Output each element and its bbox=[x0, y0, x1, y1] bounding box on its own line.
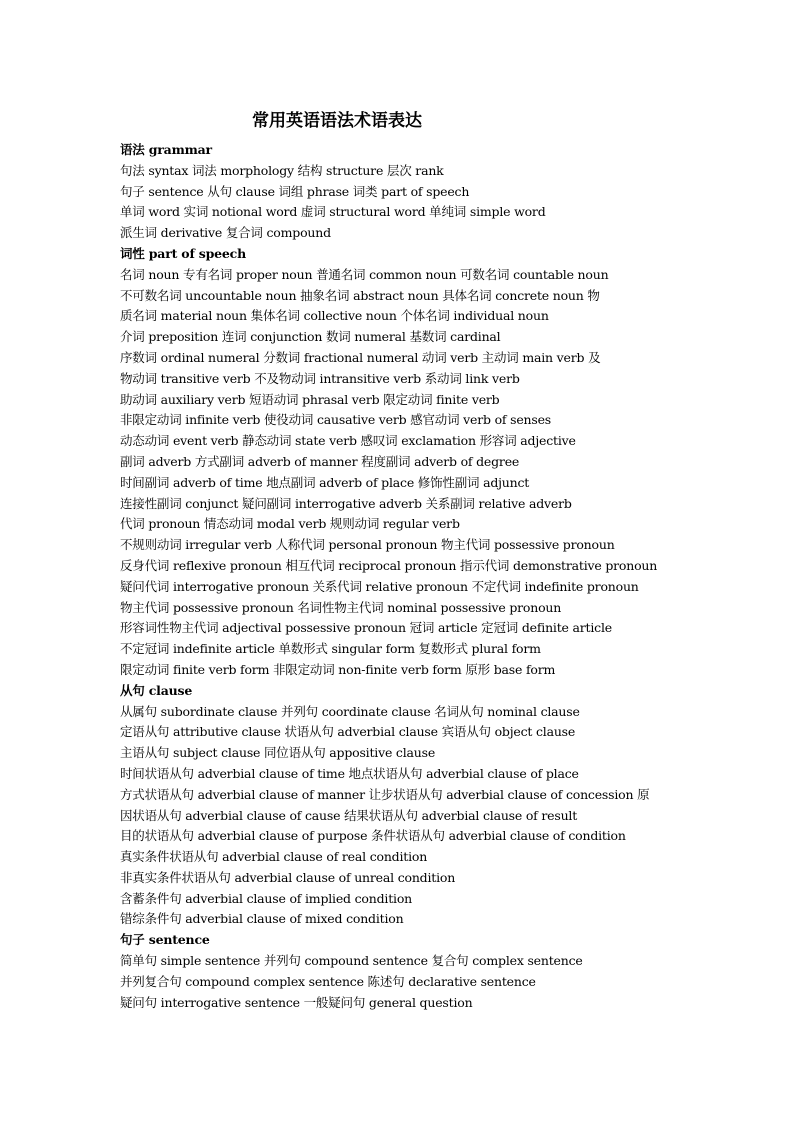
term-line: 派生词 derivative 复合词 compound bbox=[120, 225, 331, 241]
term-line: 方式状语从句 adverbial clause of manner 让步状语从句 adverbial clause of concession 原 bbox=[120, 786, 650, 802]
term-line: 含蓄条件句 adverbial clause of implied condition bbox=[120, 890, 412, 906]
term-line: 非限定动词 infinite verb 使役动词 causative verb 感官动词 verb of senses bbox=[120, 412, 552, 428]
term-line: 代词 pronoun 情态动词 modal verb 规则动词 regular verb bbox=[120, 516, 460, 532]
term-line: 目的状语从句 adverbial clause of purpose 条件状语从句 adverbial clause of condition bbox=[120, 828, 626, 844]
term-line: 物动词 transitive verb 不及物动词 intransitive verb 系动词 link verb bbox=[120, 370, 520, 386]
term-line: 简单句 simple sentence 并列句 compound sentence 复合句 complex sentence bbox=[120, 953, 583, 969]
term-line: 时间副词 adverb of time 地点副词 adverb of place 修饰性副词 adjunct bbox=[120, 474, 530, 490]
term-line: 定语从句 attributive clause 状语从句 adverbial clause 宾语从句 object clause bbox=[120, 724, 576, 740]
term-line: 主语从句 subject clause 同位语从句 appositive clause bbox=[120, 745, 436, 761]
section-heading: 词性 part of speech bbox=[120, 245, 246, 261]
section-heading: 语法 grammar bbox=[120, 142, 212, 157]
term-line: 动态动词 event verb 静态动词 state verb 感叹词 exclamation 形容词 adjective bbox=[120, 433, 576, 449]
term-line: 限定动词 finite verb form 非限定动词 non-finite verb form 原形 base form bbox=[120, 661, 556, 677]
term-line: 并列复合句 compound complex sentence 陈述句 declarative sentence bbox=[120, 973, 536, 989]
term-line: 非真实条件状语从句 adverbial clause of unreal condition bbox=[120, 869, 456, 885]
term-line: 因状语从句 adverbial clause of cause 结果状语从句 adverbial clause of result bbox=[120, 807, 578, 823]
term-line: 疑问句 interrogative sentence 一般疑问句 general question bbox=[120, 994, 473, 1010]
term-line: 反身代词 reflexive pronoun 相互代词 reciprocal pronoun 指示代词 demonstrative pronoun bbox=[120, 557, 658, 573]
term-line: 真实条件状语从句 adverbial clause of real condition bbox=[120, 849, 428, 865]
term-line: 错综条件句 adverbial clause of mixed condition bbox=[120, 911, 404, 927]
term-line: 连接性副词 conjunct 疑问副词 interrogative adverb 关系副词 relative adverb bbox=[120, 495, 572, 511]
term-line: 时间状语从句 adverbial clause of time 地点状语从句 adverbial clause of place bbox=[120, 765, 579, 781]
term-line: 不定冠词 indefinite article 单数形式 singular form 复数形式 plural form bbox=[120, 641, 541, 657]
term-line: 单词 word 实词 notional word 虚词 structural word 单纯词 simple word bbox=[120, 204, 546, 220]
term-line: 名词 noun 专有名词 proper noun 普通名词 common noun 可数名词 countable noun bbox=[120, 266, 609, 282]
term-line: 不规则动词 irregular verb 人称代词 personal pronoun 物主代词 possessive pronoun bbox=[120, 537, 615, 553]
term-line: 助动词 auxiliary verb 短语动词 phrasal verb 限定动词 finite verb bbox=[120, 391, 500, 407]
term-line: 形容词性物主代词 adjectival possessive pronoun 冠词 article 定冠词 definite article bbox=[120, 620, 612, 636]
term-line: 从属句 subordinate clause 并列句 coordinate clause 名词从句 nominal clause bbox=[120, 703, 580, 719]
section-heading: 从句 clause bbox=[120, 682, 193, 698]
section-heading: 句子 sentence bbox=[120, 932, 210, 948]
term-line: 序数词 ordinal numeral 分数词 fractional numeral 动词 verb 主动词 main verb 及 bbox=[120, 349, 601, 365]
term-line: 疑问代词 interrogative pronoun 关系代词 relative pronoun 不定代词 indefinite pronoun bbox=[120, 578, 639, 594]
term-list bbox=[120, 140, 680, 1013]
term-line: 不可数名词 uncountable noun 抽象名词 abstract noun 具体名词 concrete noun 物 bbox=[120, 287, 600, 303]
page-title: 常用英语语法术语表达 bbox=[252, 111, 422, 131]
term-line: 句子 sentence 从句 clause 词组 phrase 词类 part of speech bbox=[120, 183, 470, 199]
term-line: 副词 adverb 方式副词 adverb of manner 程度副词 adverb of degree bbox=[120, 453, 520, 469]
term-line: 介词 preposition 连词 conjunction 数词 numeral 基数词 cardinal bbox=[120, 329, 501, 345]
term-line: 物主代词 possessive pronoun 名词性物主代词 nominal possessive pronoun bbox=[120, 599, 562, 615]
term-line: 句法 syntax 词法 morphology 结构 structure 层次 rank bbox=[120, 162, 444, 178]
term-line: 质名词 material noun 集体名词 collective noun 个体名词 individual noun bbox=[120, 308, 549, 324]
